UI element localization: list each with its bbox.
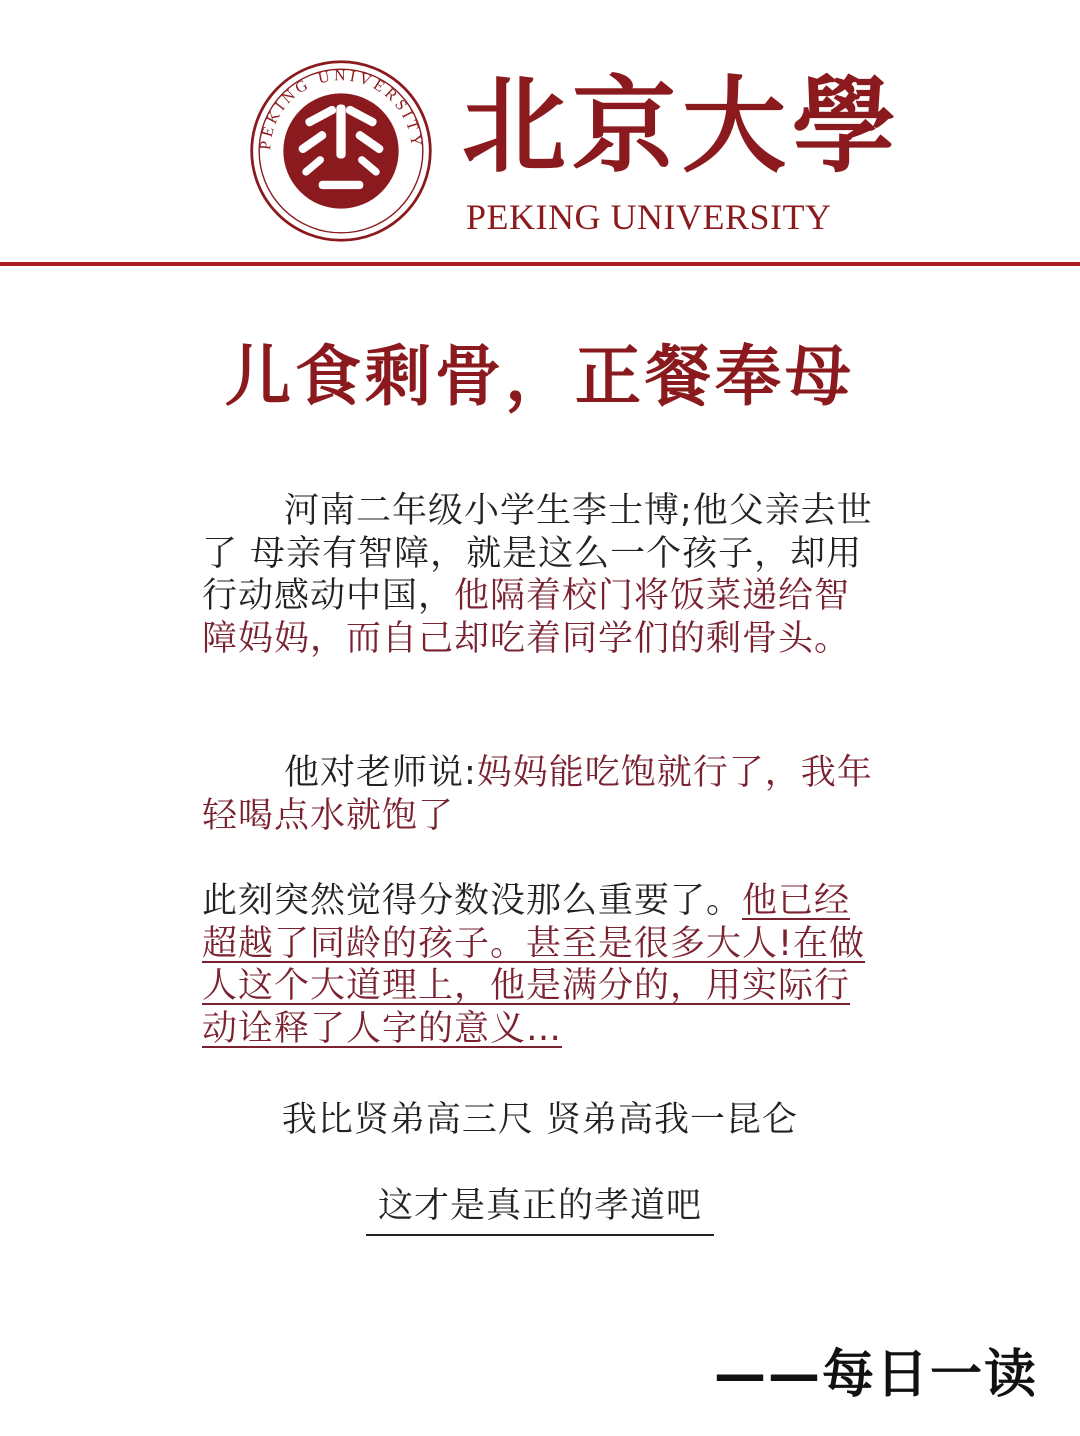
paragraph-3-underlined-highlight: 他已经超越了同龄的孩子。甚至是很多大人!在做人这个大道理上，他是满分的，用实际行动诠释了人字的意义… <box>202 881 866 1049</box>
article-title: 儿食剩骨，正餐奉母 <box>225 338 855 415</box>
closing-line-text: 这才是真正的孝道吧 <box>366 1178 714 1236</box>
paragraph-3 <box>202 880 882 1050</box>
closing-line <box>0 1178 1080 1236</box>
signature: ——每日一读 <box>713 1345 1038 1405</box>
header-divider <box>0 262 1080 266</box>
header <box>0 0 1080 262</box>
paragraph-2-highlight: 妈妈能吃饱就行了，我年轻喝点水就饱了 <box>202 753 873 836</box>
peking-university-seal-logo <box>248 58 434 244</box>
paragraph-1 <box>202 490 882 660</box>
seal-ring-text: PEKING UNIVERSITY <box>257 67 425 151</box>
university-name-en: PEKING UNIVERSITY <box>466 197 832 237</box>
paragraph-1-highlight: 他隔着校门将饭菜递给智障妈妈，而自己却吃着同学们的剩骨头。 <box>202 576 851 659</box>
paragraph-1-text: 河南二年级小学生李士博;他父亲去世了 母亲有智障，就是这么一个孩子，却用行动感动中国， <box>202 491 873 616</box>
couplet-line: 我比贤弟高三尺 贤弟高我一昆仑 <box>281 1100 799 1140</box>
university-name-cn: 北京大學 <box>462 64 903 187</box>
paragraph-2 <box>202 752 882 837</box>
paragraph-3-text: 此刻突然觉得分数没那么重要了。 <box>202 881 743 921</box>
paragraph-2-text: 他对老师说: <box>284 753 477 793</box>
